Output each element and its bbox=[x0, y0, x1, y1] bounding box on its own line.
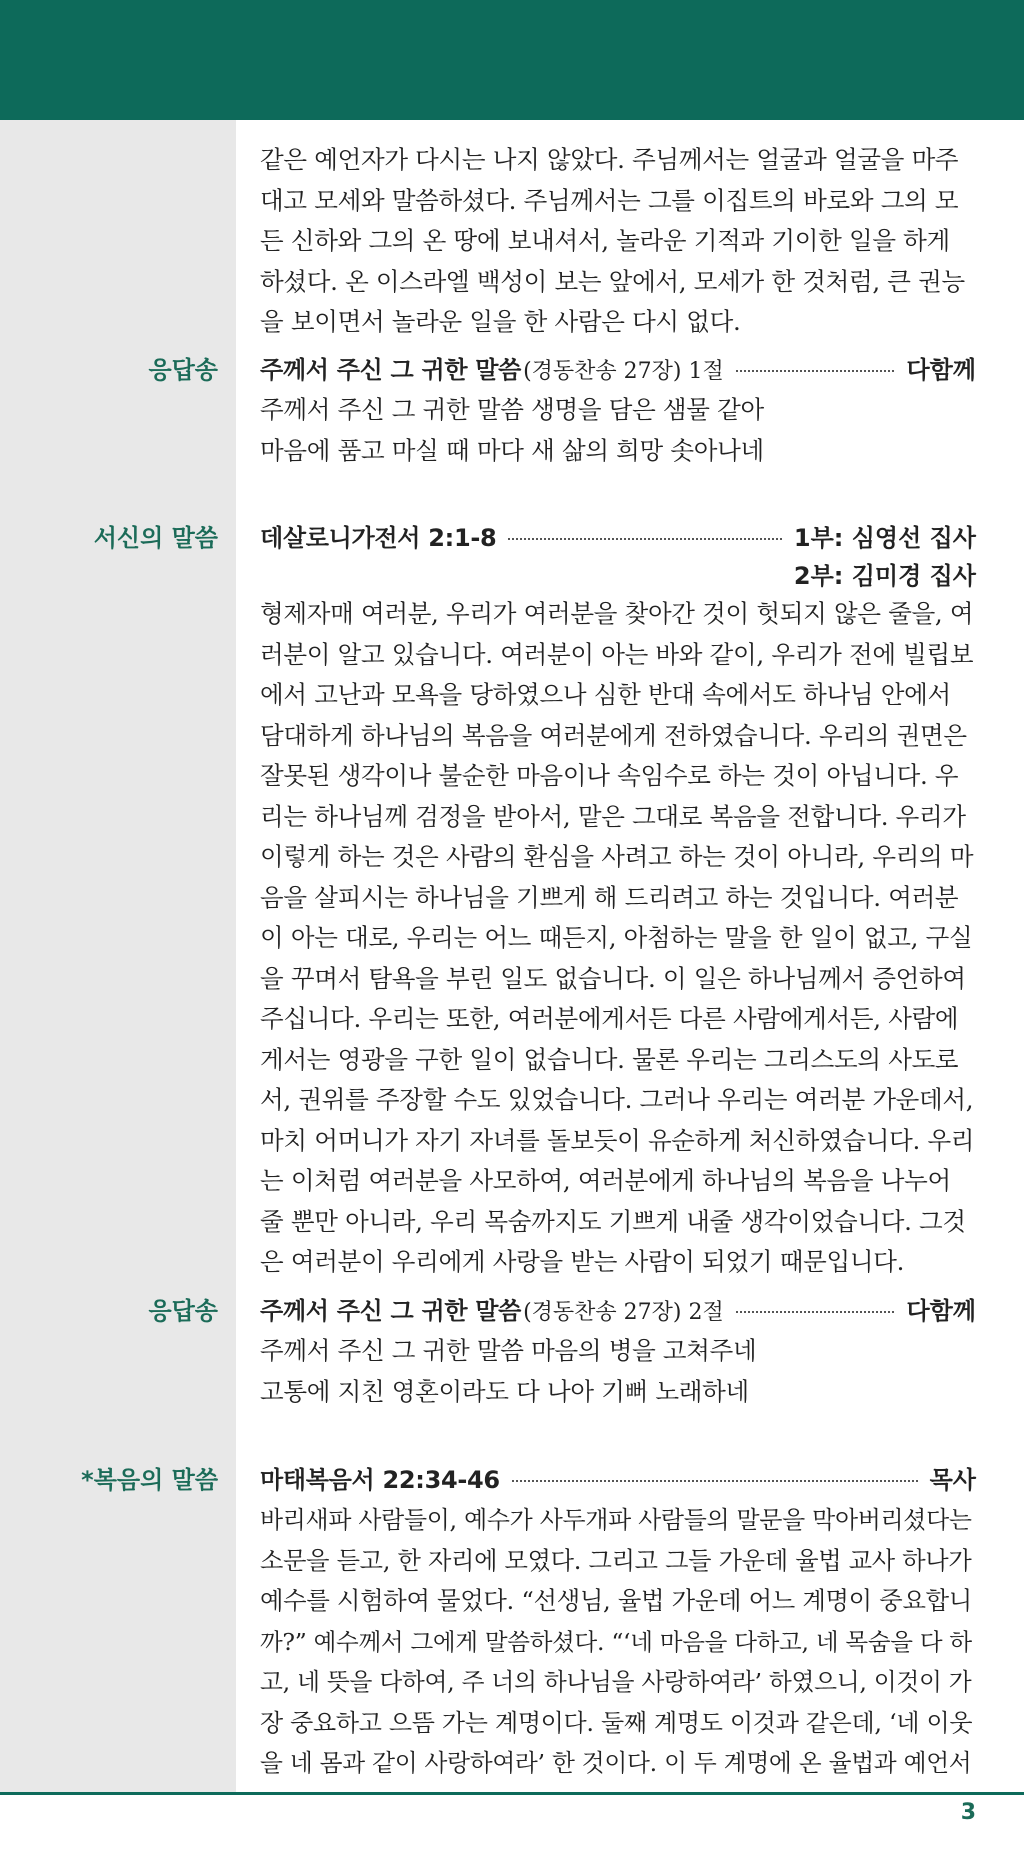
text-line: 마음에 품고 마실 때 마다 새 삶의 희망 솟아나네 bbox=[260, 435, 764, 465]
hymn-lyrics bbox=[260, 1331, 976, 1412]
text-line: 소문을 듣고, 한 자리에 모였다. 그리고 그들 가운데 율법 교사 하나가 bbox=[260, 1546, 972, 1575]
reader-service-2: 2부: 김미경 집사 bbox=[793, 562, 976, 590]
response-2-heading bbox=[260, 1291, 976, 1331]
response-2-section bbox=[260, 1291, 976, 1412]
epistle-section bbox=[260, 518, 976, 1283]
text-line: 는 이처럼 여러분을 사모하여, 여러분에게 하나님의 복음을 나누어 bbox=[260, 1166, 951, 1195]
text-line: 바리새파 사람들이, 예수가 사두개파 사람들의 말문을 막아버리셨다는 bbox=[260, 1506, 972, 1534]
text-line: 잘못된 생각이나 불순한 마음이나 속임수로 하는 것이 아닙니다. 우 bbox=[260, 761, 959, 790]
gospel-section bbox=[260, 1460, 976, 1784]
text-line: 형제자매 여러분, 우리가 여러분을 찾아간 것이 헛되지 않은 줄을, 여 bbox=[260, 599, 974, 628]
text-line: 마치 어머니가 자기 자녀를 돌보듯이 유순하게 처신하였습니다. 우리 bbox=[260, 1125, 975, 1155]
scripture-text bbox=[260, 594, 976, 1283]
text-line: 에서 고난과 모욕을 당하였으나 심한 반대 속에서도 하나님 안에서 bbox=[260, 680, 951, 709]
text-line: 이 아는 대로, 우리는 어느 때든지, 아첨하는 말을 한 일이 없고, 구실 bbox=[260, 923, 973, 952]
text-line: 예수를 시험하여 물었다. “선생님, 율법 가운데 어느 계명이 중요합니 bbox=[260, 1586, 972, 1615]
response-1-section bbox=[260, 350, 976, 471]
text-line: 주께서 주신 그 귀한 말씀 생명을 담은 샘물 같아 bbox=[260, 395, 764, 424]
text-line: 을 꾸며서 탐욕을 부린 일도 없습니다. 이 일은 하나님께서 증언하여 bbox=[260, 963, 966, 993]
text-line: 든 신하와 그의 온 땅에 보내셔서, 놀라운 기적과 기이한 일을 하게 bbox=[260, 226, 950, 255]
text-line: 게서는 영광을 구한 일이 없습니다. 물론 우리는 그리스도의 사도로 bbox=[260, 1044, 959, 1074]
text-line: 이렇게 하는 것은 사람의 환심을 사려고 하는 것이 아니라, 우리의 마 bbox=[260, 842, 974, 871]
text-line: 을 네 몸과 같이 사랑하여라’ 한 것이다. 이 두 계명에 온 율법과 예언서 bbox=[260, 1749, 972, 1777]
scripture-reference: 데살로니가전서 2:1-8 bbox=[260, 524, 497, 552]
text-line: 대고 모세와 말씀하셨다. 주님께서는 그를 이집트의 바로와 그의 모 bbox=[260, 185, 959, 215]
footer-rule bbox=[0, 1792, 1024, 1795]
intro-paragraph bbox=[260, 140, 976, 343]
dotted-leader bbox=[508, 538, 781, 540]
text-line: 주십니다. 우리는 또한, 여러분에게서든 다른 사람에게서든, 사람에 bbox=[260, 1004, 959, 1033]
text-line: 음을 살피시는 하나님을 기쁘게 해 드리려고 하는 것입니다. 여러분 bbox=[260, 882, 959, 912]
hymn-title: 주께서 주신 그 귀한 말씀 bbox=[260, 1297, 522, 1325]
hymn-lyrics bbox=[260, 390, 976, 471]
page-number: 3 bbox=[960, 1800, 976, 1825]
header-bar bbox=[0, 0, 1024, 120]
hymn-reference: (경동찬송 27장) 1절 bbox=[523, 359, 724, 384]
text-line: 리는 하나님께 검정을 받아서, 맡은 그대로 복음을 전합니다. 우리가 bbox=[260, 801, 966, 831]
text-line: 을 보이면서 놀라운 일을 한 사람은 다시 없다. bbox=[260, 307, 741, 336]
response-1-heading bbox=[260, 350, 976, 390]
section-label-response-2: 응답송 bbox=[148, 1297, 218, 1325]
text-line: 까?” 예수께서 그에게 말씀하셨다. “‘네 마음을 다하고, 네 목숨을 다 하 bbox=[260, 1627, 972, 1656]
participant: 다함께 bbox=[906, 356, 976, 384]
scripture-reference: 마태복음서 22:34-46 bbox=[260, 1466, 500, 1494]
text-line: 줄 뿐만 아니라, 우리 목숨까지도 기쁘게 내줄 생각이었습니다. 그것 bbox=[260, 1206, 966, 1236]
participant: 다함께 bbox=[906, 1297, 976, 1325]
dotted-leader bbox=[512, 1480, 918, 1482]
gospel-heading bbox=[260, 1460, 976, 1500]
reader: 목사 bbox=[929, 1466, 976, 1494]
reader-service-1: 1부: 심영선 집사 bbox=[793, 524, 976, 552]
text-line: 고, 네 뜻을 다하여, 주 너의 하나님을 사랑하여라’ 하였으니, 이것이 가 bbox=[260, 1668, 972, 1696]
dotted-leader bbox=[736, 370, 895, 372]
hymn-reference: (경동찬송 27장) 2절 bbox=[523, 1300, 724, 1325]
dotted-leader bbox=[736, 1311, 895, 1313]
section-label-epistle: 서신의 말씀 bbox=[93, 524, 218, 552]
hymn-title: 주께서 주신 그 귀한 말씀 bbox=[260, 356, 522, 384]
text-line: 서, 권위를 주장할 수도 있었습니다. 그러나 우리는 여러분 가운데서, bbox=[260, 1085, 974, 1114]
epistle-heading bbox=[260, 518, 976, 558]
scripture-text bbox=[260, 1500, 976, 1784]
text-line: 은 여러분이 우리에게 사랑을 받는 사람이 되었기 때문입니다. bbox=[260, 1247, 905, 1276]
text-line: 장 중요하고 으뜸 가는 계명이다. 둘째 계명도 이것과 같은데, ‘네 이웃 bbox=[260, 1708, 973, 1737]
text-line: 같은 예언자가 다시는 나지 않았다. 주님께서는 얼굴과 얼굴을 마주 bbox=[260, 145, 959, 174]
section-label-gospel: *복음의 말씀 bbox=[81, 1466, 218, 1494]
text-line: 하셨다. 온 이스라엘 백성이 보는 앞에서, 모세가 한 것처럼, 큰 권능 bbox=[260, 266, 965, 296]
text-line: 담대하게 하나님의 복음을 여러분에게 전하였습니다. 우리의 권면은 bbox=[260, 720, 967, 750]
text-line: 고통에 지친 영혼이라도 다 나아 기뻐 노래하네 bbox=[260, 1376, 749, 1406]
section-label-response-1: 응답송 bbox=[148, 356, 218, 384]
text-line: 주께서 주신 그 귀한 말씀 마음의 병을 고쳐주네 bbox=[260, 1336, 757, 1365]
text-line: 러분이 알고 있습니다. 여러분이 아는 바와 같이, 우리가 전에 빌립보 bbox=[260, 639, 974, 669]
